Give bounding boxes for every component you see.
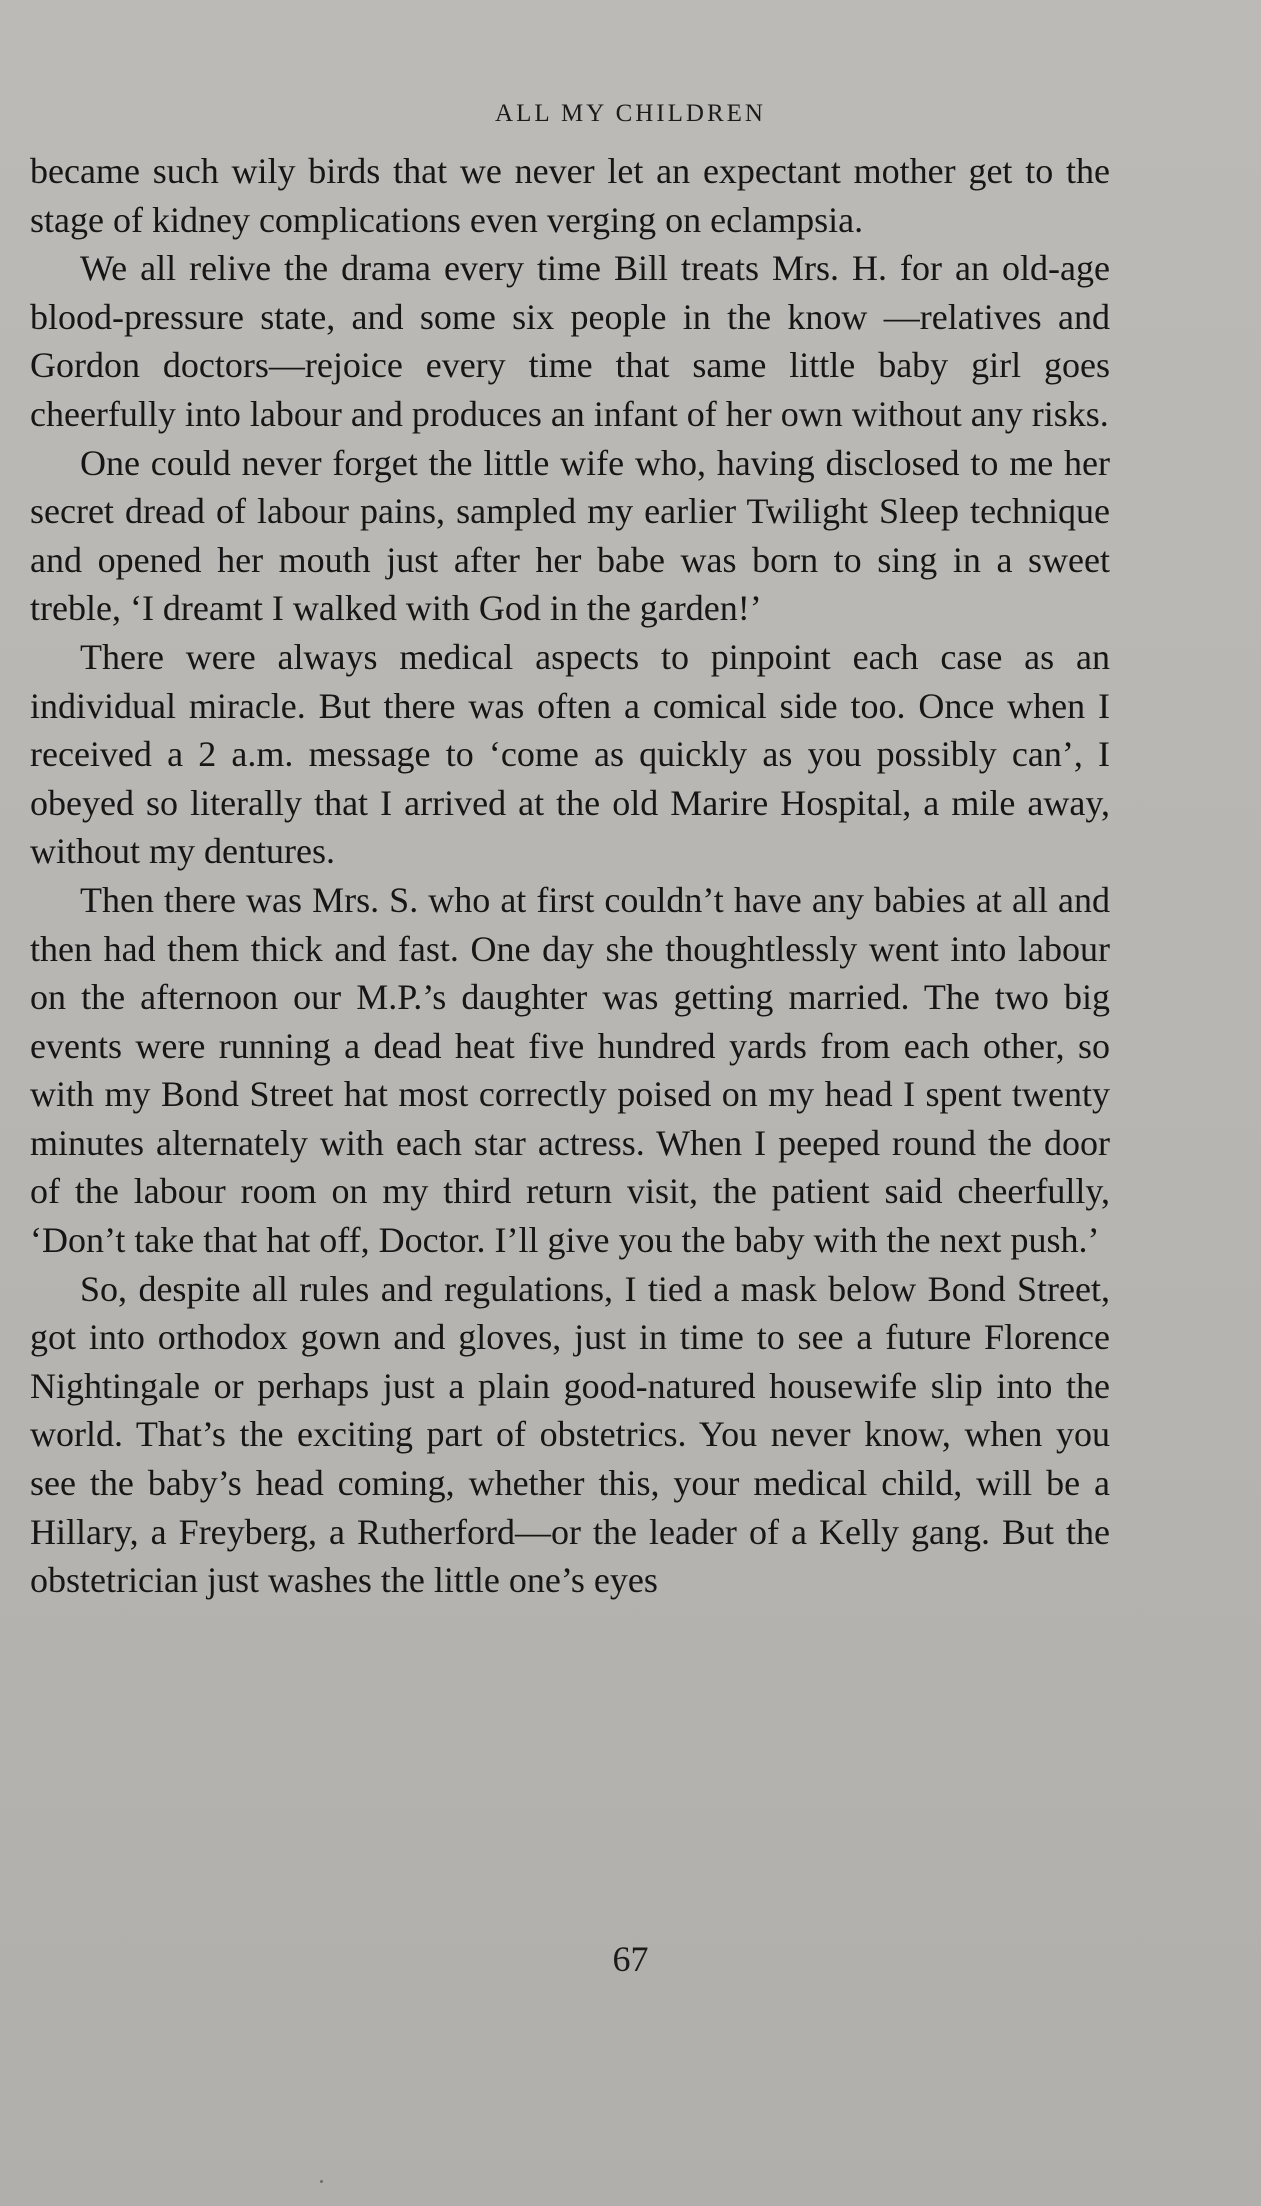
paragraph-1: became such wily birds that we never let an expectant mother get to the stage of kidney complications even verging on eclampsia. bbox=[30, 151, 1110, 240]
page-number: 67 bbox=[612, 1939, 649, 1979]
paragraph-6: So, despite all rules and regulations, I tied a mask below Bond Street, got into orthodox gown and gloves, just in time to see a future Florence Nightingale or perhaps just a plain good-natured housewife slip into the world. That’s the exciting part of obstetrics. You never know, when you see the baby’s head coming, whether this, your medical child, will be a Hillary, a Freyberg, a Rutherford—or the leader of a Kelly gang. But the obstetrician just washes the little one’s eyes bbox=[30, 1268, 1110, 1601]
paragraph-5: Then there was Mrs. S. who at first couldn’t have any babies at all and then had them thick and fast. One day she thoughtlessly went into labour on the afternoon our M.P.’s daughter was getting married. The two big events were running a dead heat five hundred yards from each other, so with my Bond Street hat most correctly poised on my head I spent twenty minutes alternately with each star actress. When I peeped round the door of the labour room on my third return visit, the patient said cheerfully, ‘Don’t take that hat off, Doctor. I’ll give you the baby with the next push.’ bbox=[30, 879, 1110, 1261]
body-text bbox=[30, 147, 1110, 1605]
paper-speck bbox=[320, 2180, 323, 2183]
paragraph-2: We all relive the drama every time Bill treats Mrs. H. for an old-age blood-pressure state, and some six people in the know —relatives and Gordon doctors—rejoice every time that same little baby girl goes cheerfully into labour and produces an infant of her own without any risks. bbox=[30, 248, 1110, 434]
paragraph-3: One could never forget the little wife who, having disclosed to me her secret dread of labour pains, sampled my earlier Twilight Sleep technique and opened her mouth just after her babe was born to sing in a sweet treble, ‘I dreamt I walked with God in the garden!’ bbox=[30, 442, 1110, 629]
running-head: ALL MY CHILDREN bbox=[495, 100, 766, 127]
paragraph-4: There were always medical aspects to pinpoint each case as an individual miracle. But there was often a comical side too. Once when I received a 2 a.m. message to ‘come as quickly as you possibly can’, I obeyed so literally that I arrived at the old Marire Hospital, a mile away, without my dentures. bbox=[30, 636, 1110, 872]
